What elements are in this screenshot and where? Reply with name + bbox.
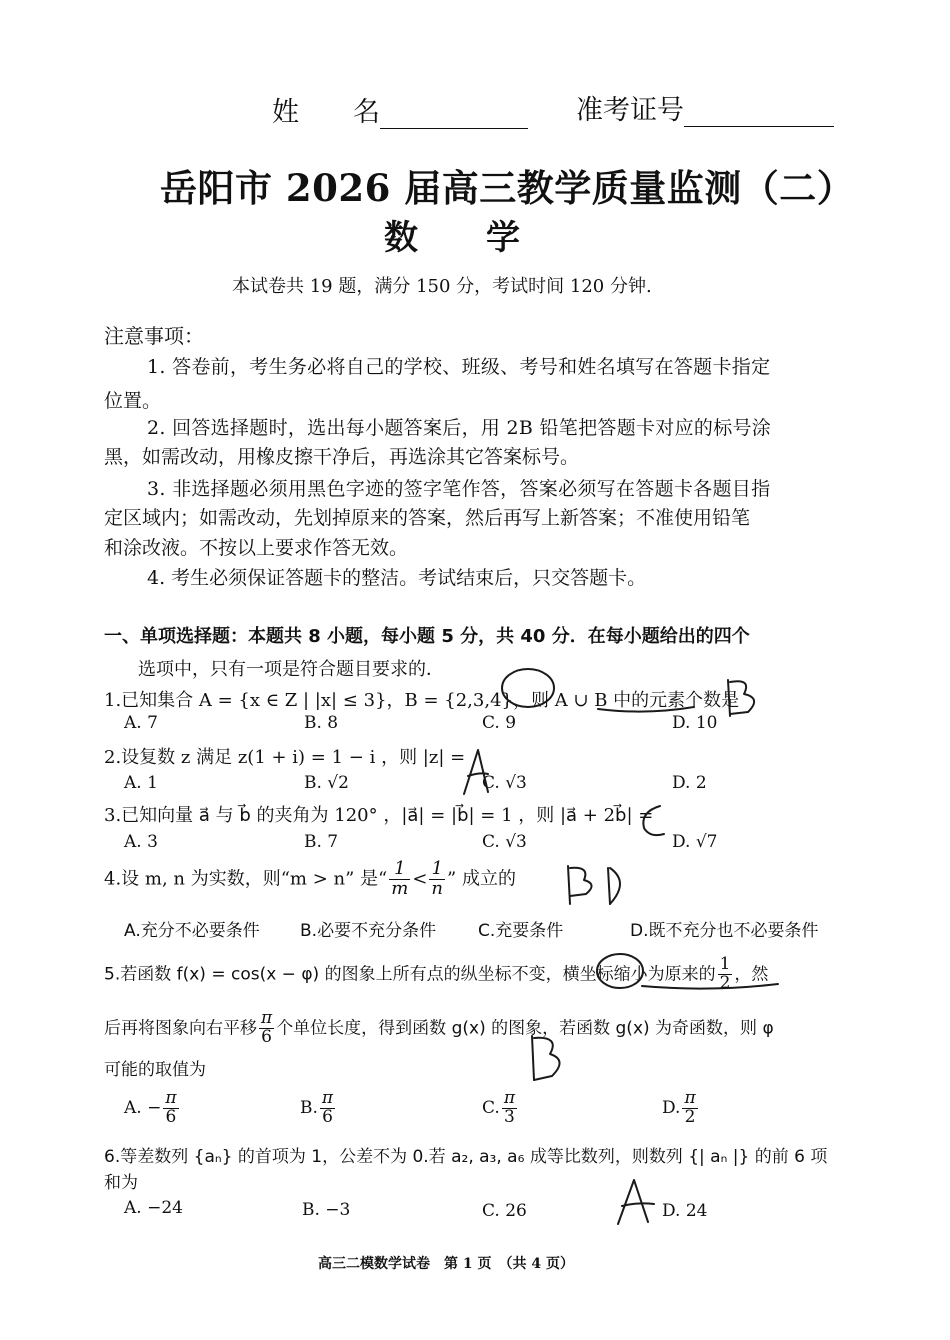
note-line: 位置。	[104, 390, 162, 412]
page-title: 岳阳市 2026 届高三教学质量监测（二）	[160, 166, 855, 210]
q6-option-d[interactable]: D. 24	[662, 1201, 708, 1221]
q4-stem-pre: 4.设 m, n 为实数，则“m > n” 是“	[104, 868, 388, 890]
frac-den: 6	[322, 1106, 333, 1127]
section-heading: 一、单项选择题：本题共 8 小题，每小题 5 分，共 40 分．在每小题给出的四个	[104, 626, 750, 647]
q5-fraction-2	[259, 1010, 274, 1047]
q5-option-b-label: B.	[300, 1097, 318, 1118]
q4-frac2-num: 1	[429, 860, 445, 880]
q4-frac2-den: n	[431, 877, 444, 899]
q5-option-c[interactable]	[482, 1090, 519, 1127]
q3-option-c[interactable]: C. √3	[482, 832, 527, 852]
q1-option-d[interactable]: D. 10	[672, 713, 718, 733]
subject-title: 数 学	[384, 218, 520, 258]
q5-stem-pre: 5.若函数 f(x) = cos(x − φ) 的图象上所有点的纵坐标不变，横坐标缩小为原来的	[104, 964, 716, 985]
question-3-stem: 3.已知向量 a⃗ 与 b⃗ 的夹角为 120° ，|a⃗| = |b⃗| = 1 ，则 |a⃗ + 2b⃗| =	[104, 805, 654, 826]
q1-option-c[interactable]: C. 9	[482, 713, 517, 733]
q2-answer-handwritten-a	[452, 742, 502, 804]
q5-frac2-den: 6	[261, 1026, 272, 1047]
exam-intro: 本试卷共 19 题，满分 150 分，考试时间 120 分钟.	[232, 276, 652, 297]
q4-frac1-num: 1	[389, 860, 410, 880]
section-heading-cont: 选项中，只有一项是符合题目要求的．	[138, 659, 444, 680]
q6-option-c[interactable]: C. 26	[482, 1201, 527, 1221]
q4-fraction-1	[389, 860, 410, 899]
q4-frac-op: <	[412, 868, 428, 890]
q3-answer-handwritten-c	[634, 798, 684, 844]
frac-num: π	[321, 1088, 334, 1108]
q1-underline-mark	[596, 703, 696, 717]
q3-option-d[interactable]: D. √7	[672, 832, 718, 852]
q4-fraction-2	[429, 860, 445, 899]
q5-frac-den: 2	[719, 972, 731, 993]
frac-den: 2	[684, 1106, 696, 1127]
q5-circle-mark	[594, 950, 646, 992]
q5-stem-post: ，然	[734, 964, 769, 985]
q1-option-b[interactable]: B. 8	[304, 713, 339, 733]
q5-option-d[interactable]	[662, 1090, 700, 1127]
q4-stem-post: ” 成立的	[447, 868, 516, 890]
note-line: 1. 答卷前，考生务必将自己的学校、班级、考号和姓名填写在答题卡指定	[147, 356, 771, 378]
q6-option-b[interactable]: B. −3	[302, 1200, 351, 1220]
note-line: 黑，如需改动，用橡皮擦干净后，再选涂其它答案标号。	[104, 446, 580, 468]
question-4-stem	[104, 860, 516, 899]
note-line: 4. 考生必须保证答题卡的整洁。考试结束后，只交答题卡。	[147, 567, 647, 589]
q5-option-a-label: A. −	[124, 1097, 162, 1118]
question-2-stem: 2.设复数 z 满足 z(1 + i) = 1 − i ，则 |z| =	[104, 747, 466, 768]
frac-num: π	[503, 1088, 515, 1108]
note-line: 3. 非选择题必须用黑色字迹的签字笔作答，答案必须写在答题卡各题目指	[147, 478, 771, 500]
q6-answer-handwritten-a	[608, 1174, 668, 1234]
q4-answer-handwritten-bd	[560, 860, 630, 910]
q5-line2-pre: 后再将图象向右平移	[104, 1018, 257, 1039]
frac-num: π	[165, 1088, 177, 1108]
q5-underline-mark	[640, 980, 780, 994]
q1-answer-handwritten-b	[718, 672, 768, 722]
q5-answer-handwritten-b	[520, 1028, 570, 1088]
q5-frac-num: 1	[719, 954, 731, 974]
question-6-stem-2: 和为	[104, 1173, 138, 1193]
q5-option-c-frac	[502, 1090, 517, 1127]
frac-num: π	[684, 1088, 696, 1108]
q1-circle-mark	[498, 664, 558, 710]
id-blank[interactable]	[684, 95, 834, 127]
name-blank[interactable]	[380, 97, 528, 129]
name-label: 姓 名	[272, 97, 380, 128]
question-6-stem: 6.等差数列 {aₙ} 的首项为 1，公差不为 0.若 a₂, a₃, a₆ 成等比数列，则数列 {| aₙ |} 的前 6 项	[104, 1147, 828, 1167]
q5-option-a[interactable]	[124, 1090, 181, 1127]
q6-option-a[interactable]: A. −24	[124, 1198, 183, 1218]
frac-den: 3	[503, 1106, 515, 1127]
name-field	[272, 90, 528, 129]
q2-option-b[interactable]: B. √2	[304, 773, 349, 793]
question-5-line-3: 可能的取值为	[104, 1060, 206, 1080]
question-1-stem: 1.已知集合 A = {x ∈ Z | |x| ≤ 3}，B = {2,3,4}，则 A ∪ B 中的元素个数是	[104, 690, 740, 711]
id-field	[576, 88, 834, 127]
q4-option-b[interactable]: B.必要不充分条件	[300, 921, 437, 941]
q5-option-b[interactable]	[300, 1090, 337, 1127]
q4-option-d[interactable]: D.既不充分也不必要条件	[630, 921, 819, 941]
note-line: 和涂改液。不按以上要求作答无效。	[104, 537, 409, 559]
q2-option-d[interactable]: D. 2	[672, 773, 707, 793]
q3-option-b[interactable]: B. 7	[304, 832, 339, 852]
q4-option-c[interactable]: C.充要条件	[478, 921, 564, 941]
frac-den: 6	[165, 1106, 177, 1127]
q5-option-a-frac	[163, 1090, 178, 1127]
question-5-line-2	[104, 1010, 774, 1047]
q2-option-a[interactable]: A. 1	[124, 773, 158, 793]
notes-heading: 注意事项：	[104, 324, 204, 348]
q4-frac1-den: m	[391, 877, 409, 899]
q5-option-c-label: C.	[482, 1097, 500, 1118]
page-footer: 高三二模数学试卷 第 1 页 （共 4 页）	[318, 1256, 574, 1272]
note-line: 定区域内；如需改动，先划掉原来的答案，然后再写上新答案；不准使用铅笔	[104, 507, 751, 529]
q1-option-a[interactable]: A. 7	[124, 713, 158, 733]
q5-option-d-label: D.	[662, 1097, 681, 1118]
q3-option-a[interactable]: A. 3	[124, 832, 158, 852]
note-line: 2. 回答选择题时，选出每小题答案后，用 2B 铅笔把答题卡对应的标号涂	[147, 417, 772, 439]
q2-option-c[interactable]: C. √3	[482, 773, 527, 793]
id-label: 准考证号	[576, 95, 684, 126]
q4-option-a[interactable]: A.充分不必要条件	[124, 921, 260, 941]
q5-option-d-frac	[682, 1090, 697, 1127]
q5-line2-post: 个单位长度，得到函数 g(x) 的图象，若函数 g(x) 为奇函数，则 φ	[276, 1018, 774, 1039]
q5-frac2-num: π	[261, 1008, 273, 1028]
q5-option-b-frac	[320, 1090, 335, 1127]
